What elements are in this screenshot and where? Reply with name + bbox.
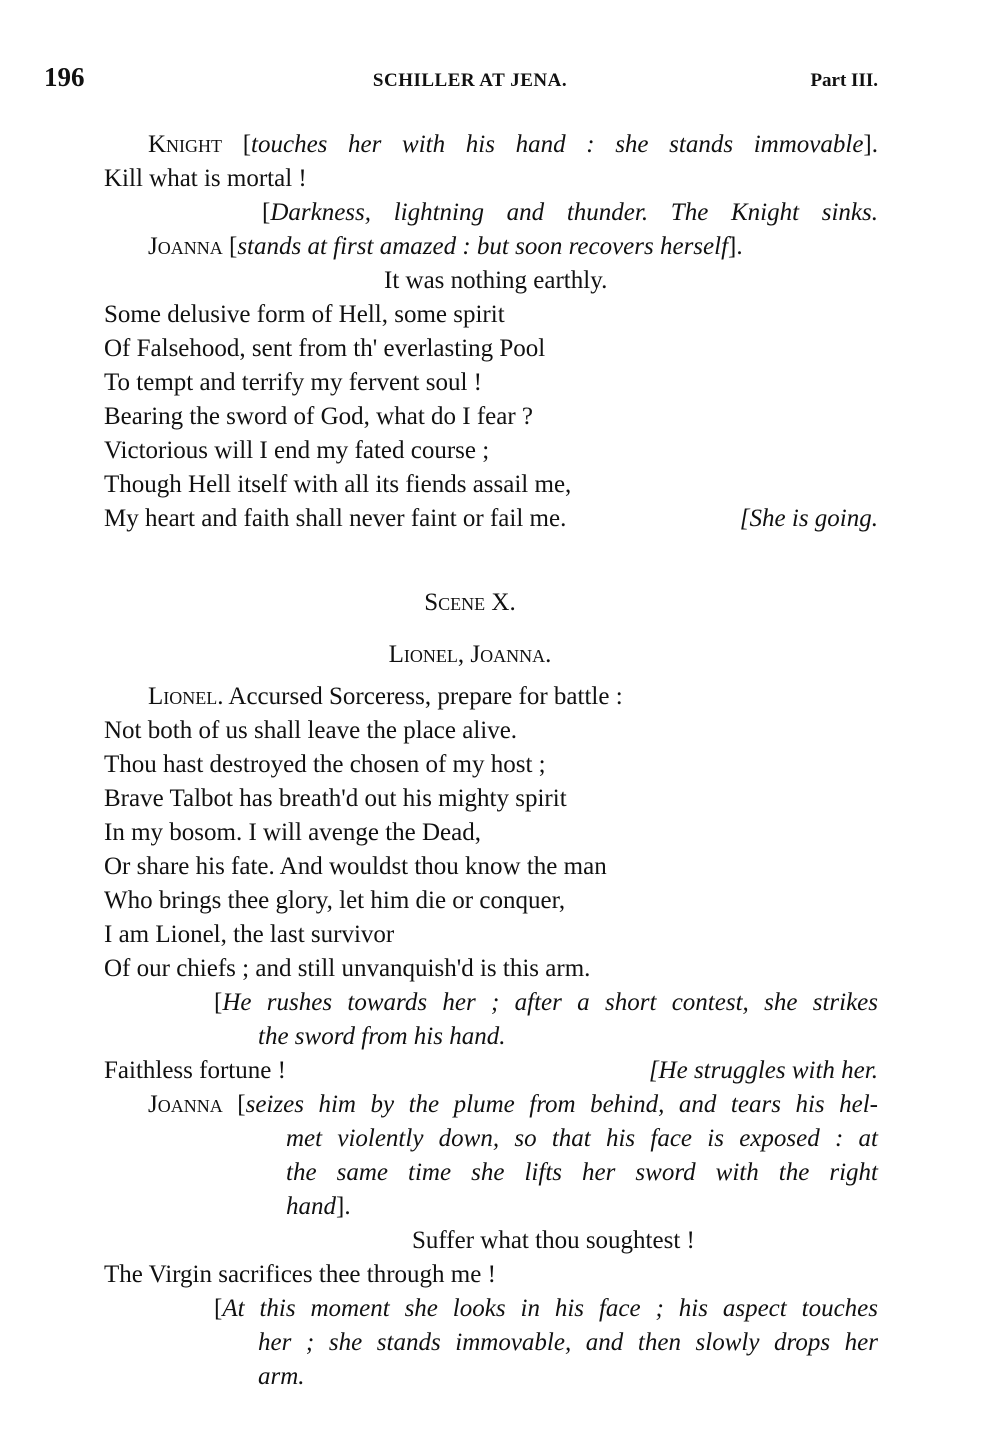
verse-text: Thou hast destroyed the chosen of my host ; [104, 751, 546, 778]
text-line [104, 750, 546, 780]
verse-text: To tempt and terrify my fervent soul ! [104, 369, 483, 396]
verse-text: [ [222, 233, 238, 260]
verse-text: [ [222, 1091, 246, 1118]
verse-text: Some delusive form of Hell, some spirit [104, 301, 505, 328]
verse-text: Of Falsehood, sent from th' everlasting Pool [104, 335, 546, 362]
text-line [104, 886, 565, 916]
scene-heading [0, 588, 940, 618]
stage-direction: the sword from his hand. [258, 1023, 506, 1050]
scene-characters [0, 640, 940, 670]
text-line [104, 164, 307, 194]
page-number: 196 [44, 62, 85, 92]
verse-text: Faithless fortune ! [104, 1057, 286, 1084]
text-line [104, 784, 567, 814]
verse-text: Not both of us shall leave the place alive. [104, 717, 518, 744]
stage-direction: arm. [258, 1363, 305, 1390]
text-line [286, 1158, 878, 1188]
speaker-name: Joanna [148, 233, 223, 260]
stage-direction: hand [286, 1193, 336, 1220]
text-line [104, 1260, 496, 1290]
verse-text: Though Hell itself with all its fiends assail me, [104, 471, 572, 498]
verse-text: Bearing the sword of God, what do I fear ? [104, 403, 534, 430]
verse-text: Victorious will I end my fated course ; [104, 437, 490, 464]
text-line [286, 1192, 351, 1222]
text-line [262, 198, 878, 228]
stage-direction: her ; she stands immovable, and then slowly drops her [258, 1329, 878, 1356]
stage-direction: [He struggles with her. [648, 1057, 878, 1084]
text-line [148, 130, 878, 160]
verse-text: ]. [336, 1193, 351, 1220]
verse-text: [ [262, 199, 271, 226]
stage-direction: [She is going. [739, 505, 878, 532]
text-line [104, 504, 878, 534]
text-line [286, 1124, 878, 1154]
text-line [258, 1362, 305, 1392]
text-line [148, 1090, 878, 1120]
verse-text: I am Lionel, the last survivor [104, 921, 395, 948]
verse-text: ]. [863, 131, 878, 158]
text-line [214, 1294, 878, 1324]
verse-text: Who brings thee glory, let him die or conquer, [104, 887, 566, 914]
stage-direction: At this moment she looks in his face ; his aspect touches [222, 1295, 878, 1322]
text-line [412, 1226, 695, 1256]
text-line [148, 232, 743, 262]
verse-text: In my bosom. I will avenge the Dead, [104, 819, 481, 846]
speaker-name: Joanna [148, 1091, 223, 1118]
verse-text: [ [222, 131, 252, 158]
stage-direction: He rushes towards her ; after a short contest, she strikes [222, 989, 878, 1016]
stage-direction: Darkness, lightning and thunder. The Knight sinks. [270, 199, 878, 226]
part-label: Part III. [810, 70, 878, 91]
text-line [148, 682, 623, 712]
verse-text: [ [214, 1295, 223, 1322]
text-line [104, 852, 607, 882]
speaker-name: Knight [148, 131, 223, 158]
text-line [384, 266, 607, 296]
text-line [258, 1328, 878, 1358]
verse-text: Accursed Sorceress, prepare for battle : [223, 683, 623, 710]
verse-text: ]. [728, 233, 743, 260]
text-line [104, 300, 505, 330]
verse-text: Or share his fate. And wouldst thou know the man [104, 853, 607, 880]
text-line [104, 716, 517, 746]
verse-text: The Virgin sacrifices thee through me ! [104, 1261, 496, 1288]
text-line [104, 368, 482, 398]
text-line [104, 818, 481, 848]
stage-direction: touches her with his hand : she stands immovable [251, 131, 864, 158]
speaker-name: Scene X. [424, 589, 516, 616]
verse-text: It was nothing earthly. [384, 267, 608, 294]
text-line [104, 436, 489, 466]
text-line [104, 334, 545, 364]
speaker-name: Lionel, Joanna. [388, 641, 552, 668]
stage-direction: met violently down, so that his face is exposed : at [286, 1125, 878, 1152]
stage-direction: seizes him by the plume from behind, and tears his hel- [245, 1091, 879, 1118]
verse-text: Kill what is mortal ! [104, 165, 307, 192]
verse-text: Suffer what thou soughtest ! [412, 1227, 695, 1254]
text-line [104, 402, 533, 432]
text-line [214, 988, 878, 1018]
stage-direction: the same time she lifts her sword with the right [286, 1159, 878, 1186]
text-line [258, 1022, 505, 1052]
text-line [104, 1056, 878, 1086]
verse-text: Of our chiefs ; and still unvanquish'd is this arm. [104, 955, 591, 982]
stage-direction: stands at first amazed : but soon recovers herself [237, 233, 729, 260]
text-line [104, 470, 571, 500]
verse-text: [ [214, 989, 223, 1016]
text-line [104, 954, 590, 984]
verse-text: Brave Talbot has breath'd out his mighty spirit [104, 785, 567, 812]
speaker-name: Lionel. [148, 683, 224, 710]
verse-text: My heart and faith shall never faint or fail me. [104, 505, 567, 532]
text-line [104, 920, 394, 950]
running-title: SCHILLER AT JENA. [372, 70, 568, 91]
